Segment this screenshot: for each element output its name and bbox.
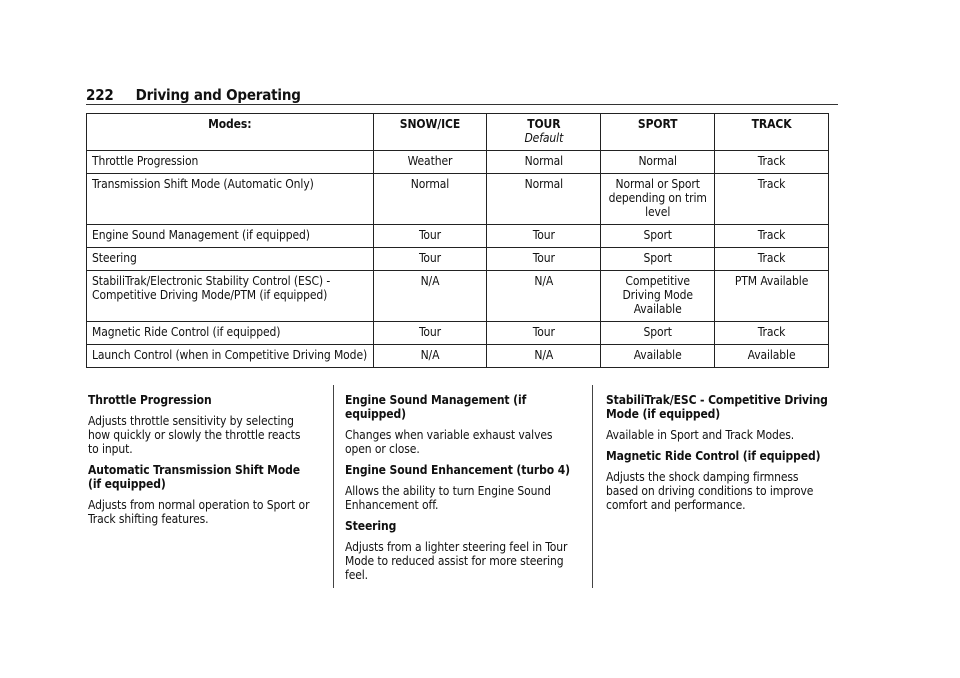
- table-cell: Normal: [487, 151, 601, 174]
- table-cell: Sport: [601, 322, 715, 345]
- column-header-sport: SPORT: [601, 114, 715, 151]
- row-feature: Magnetic Ride Control (if equipped): [87, 322, 374, 345]
- row-feature: StabiliTrak/Electronic Stability Control (ESC) - Competitive Driving Mode/PTM (if equipped): [87, 271, 374, 322]
- table-cell: Normal or Sport depending on trim level: [601, 174, 715, 225]
- table-cell: Weather: [373, 151, 487, 174]
- page-number: 222: [86, 86, 114, 104]
- table-cell: N/A: [487, 345, 601, 368]
- heading-shift-mode: Automatic Transmission Shift Mode (if equipped): [88, 463, 300, 491]
- paragraph-stabilitrak-esc: Available in Sport and Track Modes.: [606, 428, 795, 442]
- table-row: [87, 248, 829, 271]
- text-column-3: [606, 385, 831, 519]
- table-cell: Tour: [373, 322, 487, 345]
- paragraph-engine-sound-enhancement: Allows the ability to turn Engine Sound Enhancement off.: [345, 484, 551, 512]
- column-divider: [592, 385, 593, 588]
- table-cell: Track: [715, 322, 829, 345]
- table-row: [87, 174, 829, 225]
- column-header-track: TRACK: [715, 114, 829, 151]
- table-cell: Normal: [373, 174, 487, 225]
- table-cell: Track: [715, 174, 829, 225]
- column-header-snow-ice: SNOW/ICE: [373, 114, 487, 151]
- row-feature: Transmission Shift Mode (Automatic Only): [87, 174, 374, 225]
- text-column-2: [345, 385, 570, 589]
- table-row: [87, 322, 829, 345]
- table-cell: Tour: [487, 322, 601, 345]
- row-feature: Launch Control (when in Competitive Driving Mode): [87, 345, 374, 368]
- tour-default-note: Default: [524, 131, 564, 145]
- table-cell: Tour: [373, 225, 487, 248]
- heading-steering: Steering: [345, 519, 397, 533]
- table-cell: Normal: [601, 151, 715, 174]
- row-feature: Throttle Progression: [87, 151, 374, 174]
- table-cell: Tour: [487, 248, 601, 271]
- table-cell: Normal: [487, 174, 601, 225]
- paragraph-steering: Adjusts from a lighter steering feel in Tour Mode to reduced assist for more steering feel.: [345, 540, 568, 582]
- heading-stabilitrak-esc: StabiliTrak/ESC - Competitive Driving Mode (if equipped): [606, 393, 828, 421]
- table-cell: Tour: [487, 225, 601, 248]
- table-cell: Available: [601, 345, 715, 368]
- column-divider: [333, 385, 334, 588]
- text-column-1: [88, 385, 313, 533]
- paragraph-throttle-progression: Adjusts throttle sensitivity by selecting how quickly or slowly the throttle reacts to input.: [88, 414, 301, 456]
- table-cell: N/A: [373, 345, 487, 368]
- column-header-modes: Modes:: [87, 114, 374, 151]
- paragraph-shift-mode: Adjusts from normal operation to Sport or Track shifting features.: [88, 498, 310, 526]
- table-cell: Sport: [601, 248, 715, 271]
- table-cell: Competitive Driving Mode Available: [601, 271, 715, 322]
- table-row: [87, 151, 829, 174]
- table-cell: Track: [715, 248, 829, 271]
- paragraph-engine-sound-management: Changes when variable exhaust valves open or close.: [345, 428, 553, 456]
- heading-engine-sound-enhancement: Engine Sound Enhancement (turbo 4): [345, 463, 570, 477]
- table-cell: Available: [715, 345, 829, 368]
- table-row: [87, 271, 829, 322]
- heading-throttle-progression: Throttle Progression: [88, 393, 212, 407]
- driving-modes-table: [86, 113, 829, 368]
- table-cell: N/A: [373, 271, 487, 322]
- table-row: [87, 225, 829, 248]
- table-row: [87, 345, 829, 368]
- section-title: Driving and Operating: [135, 86, 301, 104]
- table-cell: Tour: [373, 248, 487, 271]
- table-cell: Sport: [601, 225, 715, 248]
- table-header-row: [87, 114, 829, 151]
- heading-magnetic-ride-control: Magnetic Ride Control (if equipped): [606, 449, 821, 463]
- row-feature: Engine Sound Management (if equipped): [87, 225, 374, 248]
- column-header-tour: TOUR Default: [487, 114, 601, 151]
- table-cell: Track: [715, 225, 829, 248]
- page-header: [86, 84, 838, 105]
- paragraph-magnetic-ride-control: Adjusts the shock damping firmness based on driving conditions to improve comfort and performance.: [606, 470, 814, 512]
- heading-engine-sound-management: Engine Sound Management (if equipped): [345, 393, 527, 421]
- table-cell: N/A: [487, 271, 601, 322]
- row-feature: Steering: [87, 248, 374, 271]
- table-cell: PTM Available: [715, 271, 829, 322]
- table-cell: Track: [715, 151, 829, 174]
